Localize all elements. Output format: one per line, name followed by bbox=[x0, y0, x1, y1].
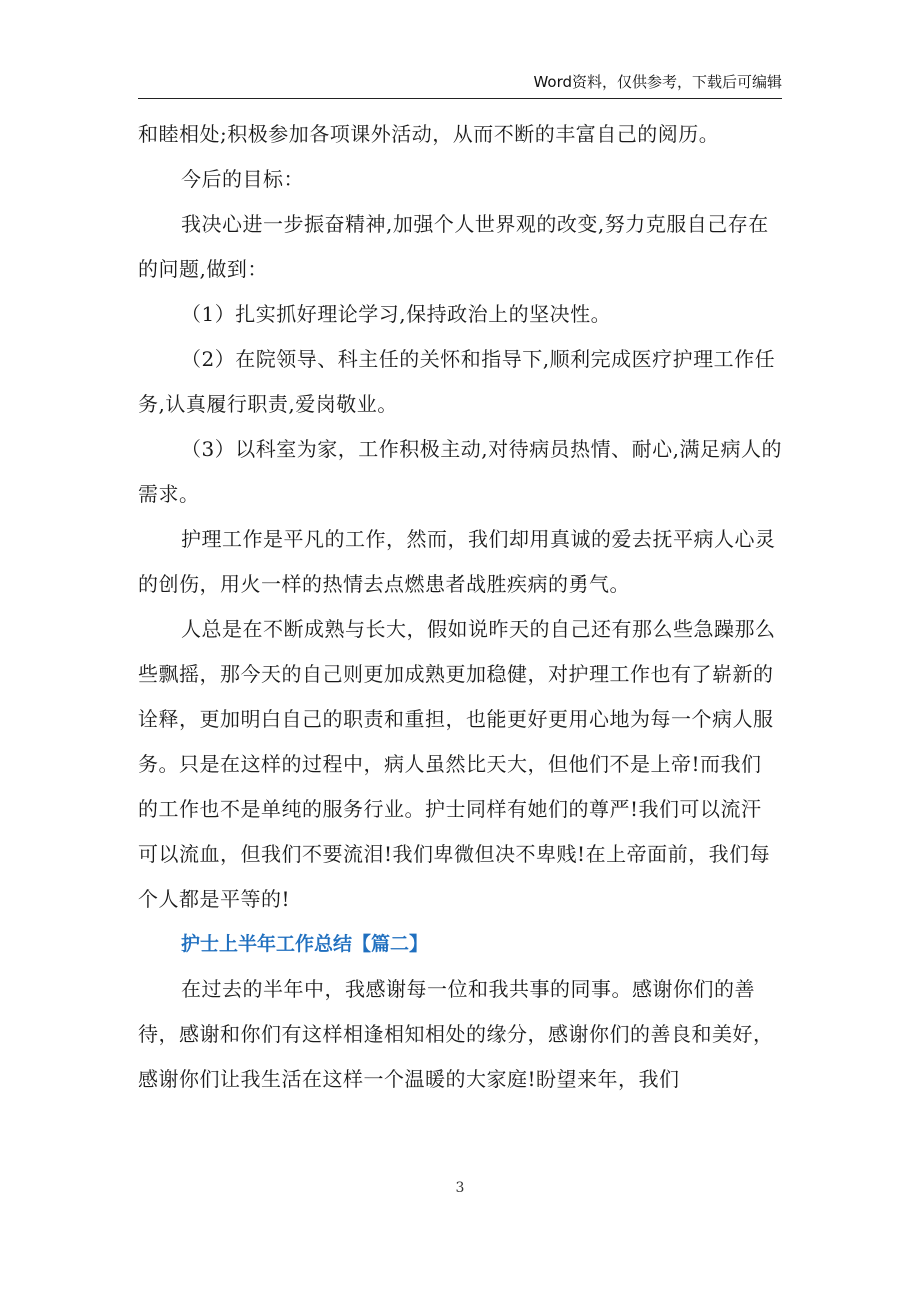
paragraph-thanks: 在过去的半年中，我感谢每一位和我共事的同事。感谢你们的善待，感谢和你们有这样相逢相知相处的缘分，感谢你们的善良和美好，感谢你们让我生活在这样一个温暖的大家庭!盼望来年，我们 bbox=[138, 977, 774, 1091]
paragraph-goals-label: 今后的目标： bbox=[181, 167, 304, 191]
list-item-1: （1）扎实抓好理论学习,保持政治上的坚决性。 bbox=[181, 302, 612, 326]
paragraph-nursing-work: 护理工作是平凡的工作，然而，我们却用真诚的爱去抚平病人心灵的创伤，用火一样的热情去点燃患者战胜疾病的勇气。 bbox=[138, 527, 776, 596]
page-body bbox=[138, 112, 782, 1102]
page-number: 3 bbox=[455, 1180, 465, 1196]
section-heading: 护士上半年工作总结【篇二】 bbox=[181, 933, 429, 955]
list-item-3: （3）以科室为家，工作积极主动,对待病员热情、耐心,满足病人的需求。 bbox=[138, 437, 782, 506]
paragraph-resolution: 我决心进一步振奋精神,加强个人世界观的改变,努力克服自己存在的问题,做到： bbox=[138, 212, 769, 281]
page-header bbox=[138, 70, 782, 99]
header-text: Word资料，仅供参考，下载后可编辑 bbox=[533, 73, 782, 91]
paragraph-growth: 人总是在不断成熟与长大，假如说昨天的自己还有那么些急躁那么些飘摇，那今天的自己则更加成熟更加稳健，对护理工作也有了崭新的诠释，更加明白自己的职责和重担，也能更好更用心地为每一个病人服务。只是在这样的过程中，病人虽然比天大，但他们不是上帝!而我们的工作也不是单纯的服务行业。护士同样有她们的尊严!我们可以流汗可以流血，但我们不要流泪!我们卑微但决不卑贱!在上帝面前，我们每个人都是平等的! bbox=[138, 617, 776, 911]
paragraph-continuation: 和睦相处;积极参加各项课外活动，从而不断的丰富自己的阅历。 bbox=[138, 122, 720, 146]
list-item-2: （2）在院领导、科主任的关怀和指导下,顺利完成医疗护理工作任务,认真履行职责,爱岗敬业。 bbox=[138, 347, 776, 416]
